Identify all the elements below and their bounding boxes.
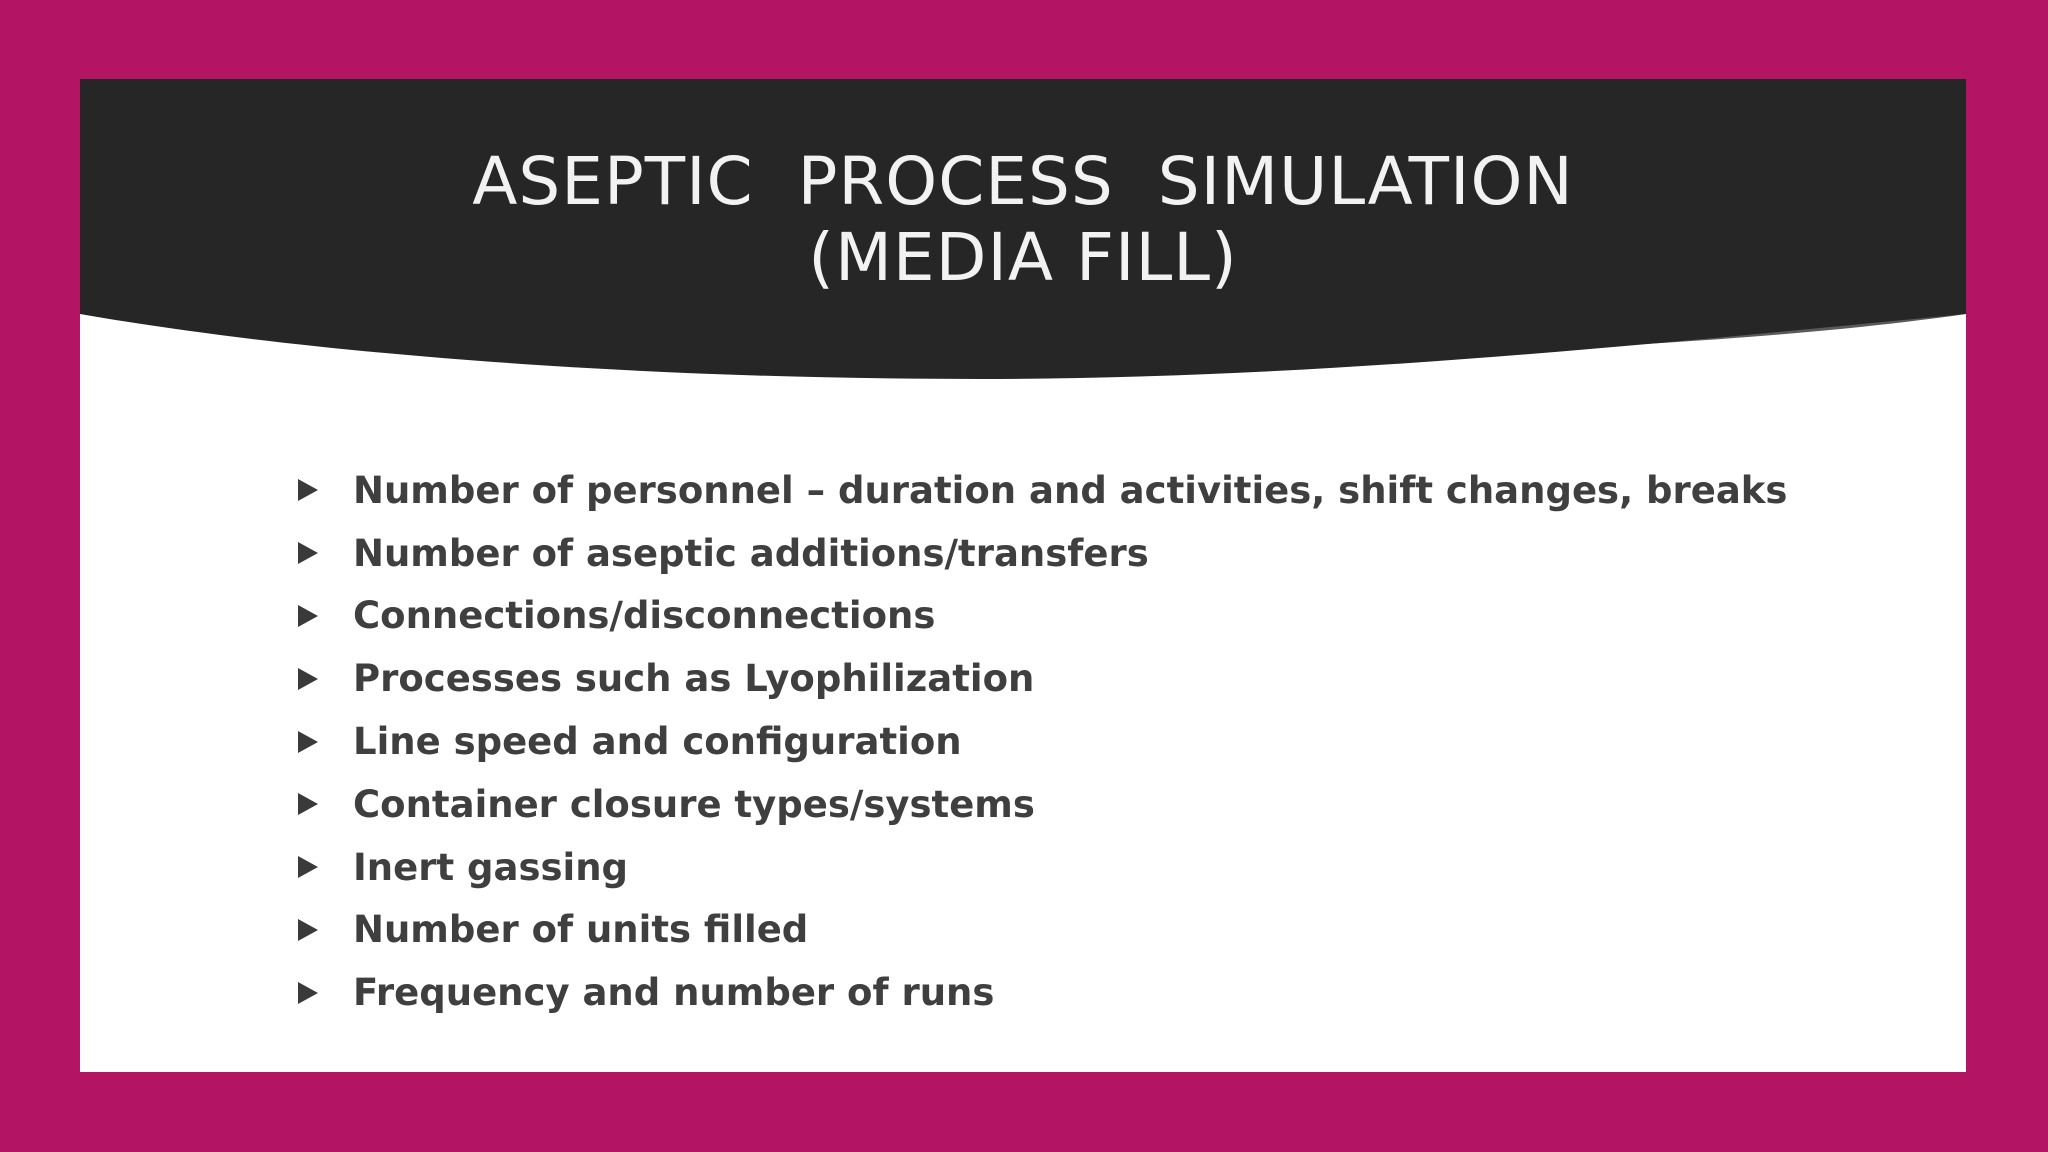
slide-title-line-1: ASEPTIC PROCESS SIMULATION	[472, 143, 1574, 220]
list-item	[298, 836, 1787, 899]
triangle-right-icon	[298, 982, 318, 1004]
triangle-right-icon	[298, 605, 318, 627]
list-item	[298, 522, 1787, 585]
triangle-right-icon	[298, 542, 318, 564]
slide-title-line-2: (MEDIA FILL)	[808, 219, 1238, 296]
list-item	[298, 710, 1787, 773]
bullet-text: Number of aseptic additions/transfers	[353, 531, 1149, 575]
slide	[80, 79, 1966, 1072]
list-item	[298, 961, 1787, 1024]
bullet-text: Inert gassing	[353, 845, 629, 889]
bullet-text: Number of personnel – duration and activities, shift changes, breaks	[353, 468, 1788, 512]
list-item	[298, 585, 1787, 648]
list-item	[298, 773, 1787, 836]
triangle-right-icon	[298, 793, 318, 815]
list-item	[298, 647, 1787, 710]
bullet-text: Line speed and configuration	[353, 720, 962, 764]
bullet-text: Processes such as Lyophilization	[353, 657, 1035, 701]
slide-title	[80, 144, 1966, 296]
triangle-right-icon	[298, 731, 318, 753]
bullet-text: Frequency and number of runs	[353, 971, 995, 1015]
triangle-right-icon	[298, 919, 318, 941]
triangle-right-icon	[298, 479, 318, 501]
triangle-right-icon	[298, 668, 318, 690]
triangle-right-icon	[298, 856, 318, 878]
list-item	[298, 899, 1787, 962]
bullet-list	[298, 459, 1787, 1024]
bullet-text: Container closure types/systems	[353, 782, 1035, 826]
bullet-text: Number of units filled	[353, 908, 809, 952]
list-item	[298, 459, 1787, 522]
bullet-text: Connections/disconnections	[353, 594, 936, 638]
